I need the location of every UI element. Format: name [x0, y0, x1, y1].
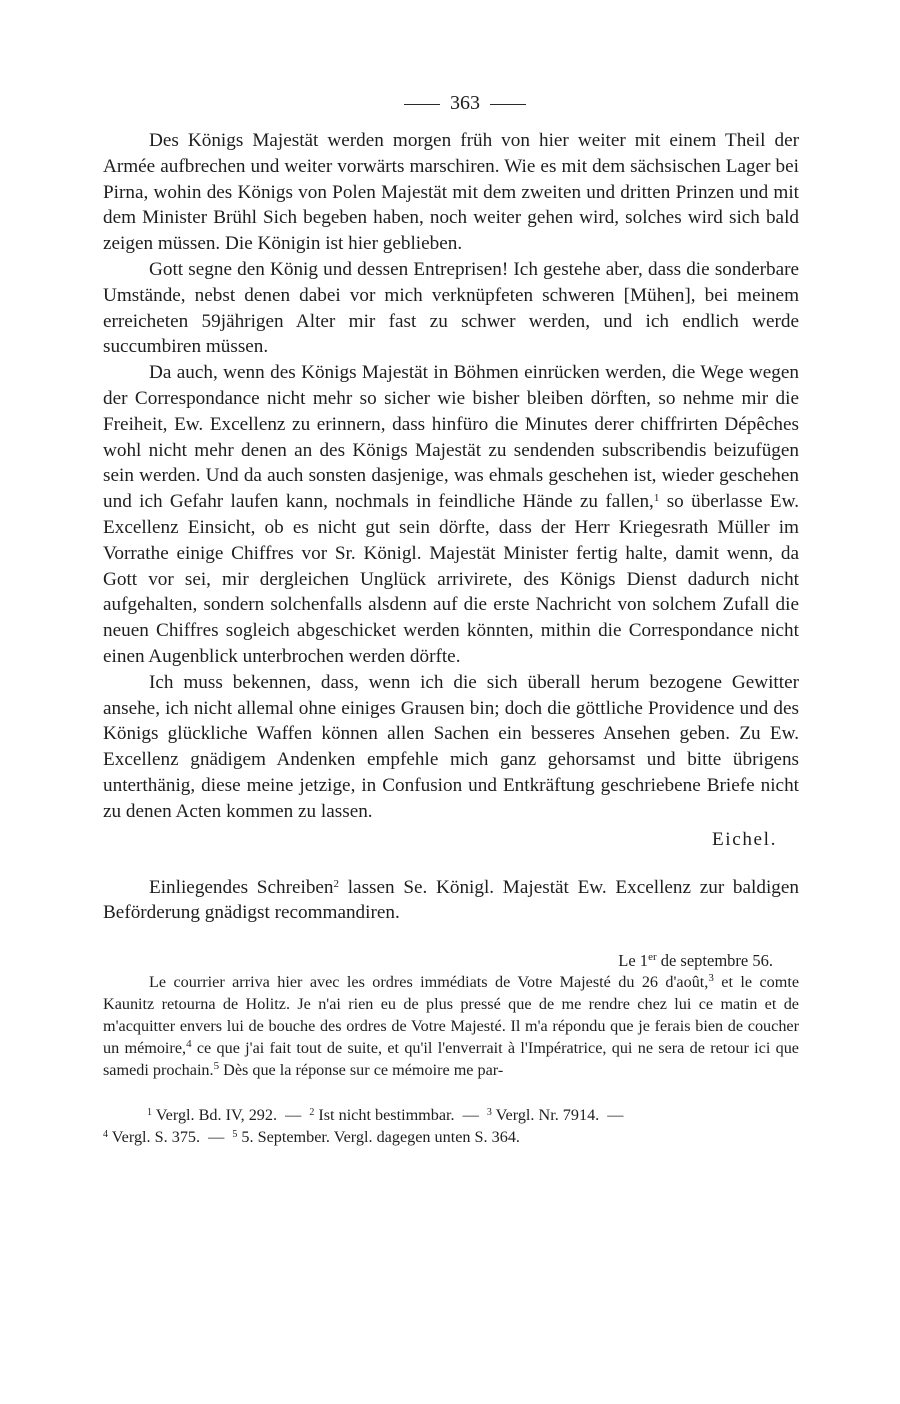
- letter-date-ordinal: er: [648, 951, 657, 964]
- enclosure-note: [103, 875, 799, 927]
- footnote-3-text: Vergl. Nr. 7914.: [495, 1105, 600, 1124]
- document-page: [103, 88, 799, 1148]
- signature: Eichel.: [711, 828, 777, 850]
- letter-body: [103, 972, 799, 1082]
- letter-date-prefix: Le 1: [618, 951, 649, 971]
- letter-segment-2: et le comte Kaunitz retourna de Holitz. Je n'ai rien eu de plus pressé que de me rendre chez lui ce matin et de m'acquitter envers lui de bouche des ordres de Votre Majesté. Il m'a répondu que je ferais bien de coucher un mémoire,: [103, 973, 800, 1057]
- enclosure-part-2: lassen Se. Königl. Majestät Ew. Excellenz zur baldigen Beförderung gnädigst recommandiren.: [103, 876, 800, 924]
- letter-segment-1: Le courrier arriva hier avec les ordres immédiats de Votre Majesté du 26 d'août,: [149, 973, 709, 992]
- header-dash-right: [490, 104, 526, 105]
- letter-date-suffix: de septembre 56.: [656, 951, 773, 971]
- paragraph-4: Ich muss bekennen, dass, wenn ich die sich überall herum bezogene Gewitter ansehe, ich nicht allemal ohne einiges Grausen bin; doch die göttliche Providence und des Königs glückliche Waffen können allen Sachen ein besseres Ansehen geben. Zu Ew. Excellenz gnädigem Andenken empfehle mich ganz gehorsamst und bitte übrigens unterthänig, diese meine jetzige, in Confusion und Entkräftung geschriebene Briefe nicht zu denen Acten kommen zu lassen.: [103, 671, 799, 822]
- footnote-1-text: Vergl. Bd. IV, 292.: [155, 1105, 278, 1124]
- footnote-separator: —: [607, 1105, 624, 1124]
- header-dash-left: [404, 104, 440, 105]
- footnote-separator: —: [285, 1105, 302, 1124]
- paragraph-2: Gott segne den König und dessen Entreprisen! Ich gestehe aber, dass die sonderbare Umstände, nebst denen dabei vor mich verknüpfeten schweren [Mühen], bei meinem erreicheten 59jährigen Alter mir fast zu schwer werden, und ich endlich werde succumbiren müssen.: [103, 258, 799, 358]
- footnote-ref-1: 1: [653, 492, 660, 505]
- paragraph-1: Des Königs Majestät werden morgen früh von hier weiter mit einem Theil der Armée aufbrechen und weiter vorwärts marschiren. Wie es mit dem sächsischen Lager bei Pirna, wohin des Königs von Polen Majestät mit dem zweiten und dritten Prinzen und mit dem Minister Brühl Sich begeben haben, noch weiter gehen wird, solches wird sich bald zeigen müssen. Die Königin ist hier geblieben.: [103, 130, 799, 255]
- letter-date: [103, 950, 799, 972]
- letter-segment-3: ce que j'ai fait tout de suite, et qu'il l'enverrait à l'Impératrice, qui ne sera de retour ici que samedi prochain.: [103, 1038, 799, 1079]
- footnote-separator: —: [462, 1105, 479, 1124]
- page-header: [131, 88, 799, 128]
- footnote-5-mark: 5: [232, 1128, 238, 1140]
- footnote-5-text: 5. September. Vergl. dagegen unten S. 364.: [241, 1127, 520, 1146]
- footnote-2-mark: 2: [309, 1106, 315, 1118]
- footnote-4-text: Vergl. S. 375.: [111, 1127, 201, 1146]
- page-number: 363: [450, 92, 480, 114]
- footnote-3-mark: 3: [486, 1106, 492, 1118]
- footnote-1-mark: 1: [147, 1106, 152, 1118]
- footnote-ref-4: 4: [186, 1037, 192, 1050]
- enclosure-part-1: Einliegendes Schreiben: [149, 876, 334, 898]
- footnote-separator: —: [208, 1127, 225, 1146]
- paragraph-3-part-2: so überlasse Ew. Excellenz Einsicht, ob es nicht gut sein dörfte, dass der Herr Kriegesrath Müller im Vorrathe einige Chiffres vor Sr. Königl. Majestät Minister fertig halte, damit wenn, da Gott vor sei, mir dergleichen Unglück arrivirete, des Königs Dienst dadurch nicht aufgehalten, sondern solchenfalls alsdenn auf die erste Nachricht von solchem Zufall die neuen Chiffres sogleich abgeschicket werden könnten, mithin die Correspondance nicht einen Augenblick unterbrochen werden dörfte.: [103, 491, 799, 667]
- footnote-line-2: [103, 1126, 799, 1148]
- footnote-ref-5: 5: [213, 1059, 220, 1072]
- paragraph-3-part-1: Da auch, wenn des Königs Majestät in Böhmen einrücken werden, die Wege wegen der Correspondance nicht mehr so sicher wie bisher bleiben dörften, so nehme mir die Freiheit, Ew. Excellenz zu erinnern, dass hinfüro die Minutes derer chiffrirten Dépêches wohl nicht mehr denen an des Königs Majestät zu sendenden subscribendis beizufügen sein werden. Und da auch sonsten dasjenige, was ehmals geschehen ist, wieder geschehen und ich Gefahr laufen kann, nochmals in feindliche Hände zu fallen,: [103, 362, 799, 513]
- footnote-2-text: Ist nicht bestimmbar.: [318, 1105, 455, 1124]
- footnote-line-1: [103, 1104, 799, 1126]
- footnote-ref-2: 2: [333, 877, 340, 890]
- footnotes: [103, 1104, 799, 1148]
- footnote-4-mark: 4: [103, 1128, 108, 1140]
- paragraph-3: [103, 360, 799, 670]
- footnote-ref-3: 3: [708, 972, 714, 985]
- letter-segment-4: Dès que la réponse sur ce mémoire me par-: [219, 1060, 504, 1079]
